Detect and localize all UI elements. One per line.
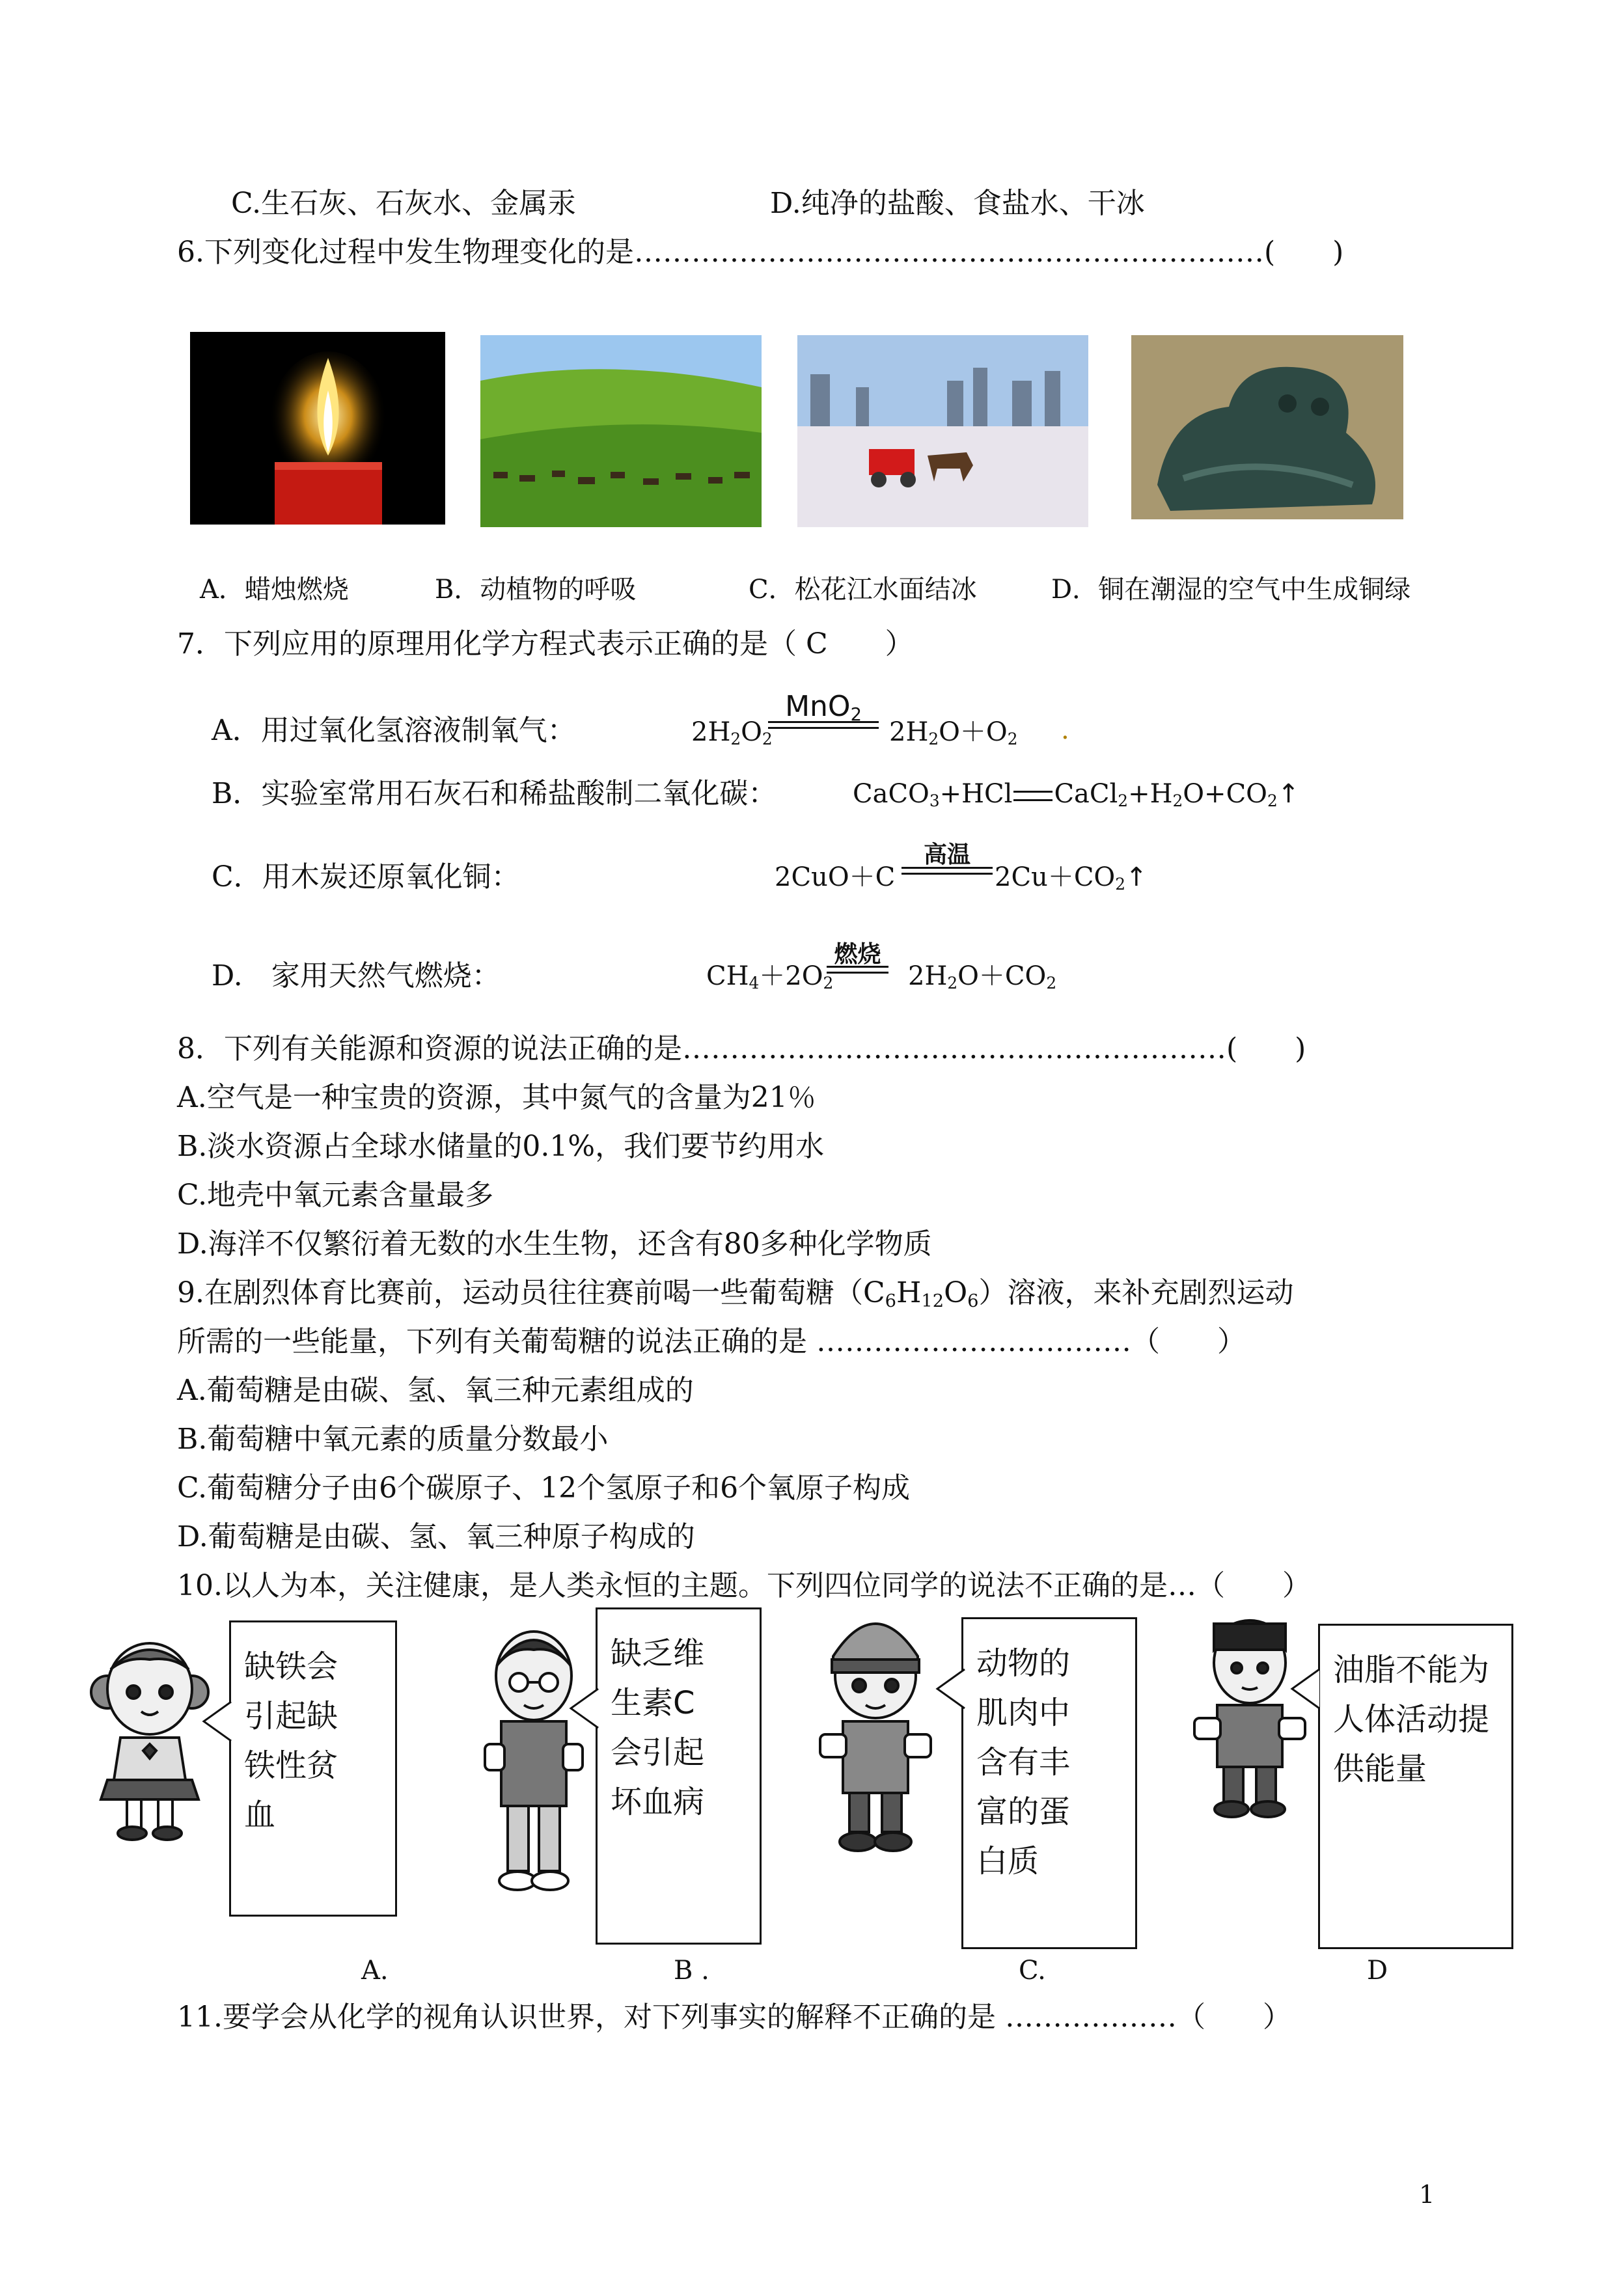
- speech-bubble-d: 油脂不能为 人体活动提 供能量: [1318, 1624, 1513, 1949]
- speech-bubble-c: 动物的 肌肉中 含有丰 富的蛋 白质: [961, 1617, 1137, 1949]
- page-number: 1: [1419, 2180, 1435, 2209]
- speech-pointer-c: [934, 1666, 967, 1712]
- q10-option-a-label: A.: [361, 1956, 389, 1986]
- q7-option-c-rhs: $2Cu+CO_2↑$: [995, 862, 1148, 894]
- boy-hat-cartoon: [814, 1604, 937, 1865]
- girl-cartoon: [81, 1630, 218, 1845]
- q7-option-a-lhs: $2H_2O_2$: [691, 717, 773, 749]
- q7-option-d-label: D. 家用天然气燃烧：: [212, 959, 501, 992]
- q6-stem: 6.下列变化过程中发生物理变化的是…………………………………………………………( ): [177, 236, 1344, 269]
- q9-option-a: A.葡萄糖是由碳、氢、氧三种元素组成的: [177, 1374, 694, 1407]
- q7-option-d-rhs: $2H_2O+CO_2$: [908, 961, 1057, 993]
- q7-option-a-dot: .: [1061, 715, 1069, 745]
- q8-stem: 8．下列有关能源和资源的说法正确的是…………………………………………………( ): [177, 1032, 1306, 1065]
- q10-option-b-label: B .: [674, 1956, 709, 1986]
- bronze-lion-photo: [1131, 335, 1403, 519]
- q8-option-a: A.空气是一种宝贵的资源，其中氮气的含量为21％: [177, 1081, 816, 1114]
- q7-option-b-label: B．实验室常用石灰石和稀盐酸制二氧化碳：: [212, 777, 777, 810]
- q9-option-c: C.葡萄糖分子由6个碳原子、12个氢原子和6个氧原子构成: [177, 1471, 911, 1505]
- q7-option-a-condition: MnO$_2$: [785, 690, 862, 725]
- q7-stem: 7．下列应用的原理用化学方程式表示正确的是（ C ）: [177, 627, 914, 661]
- q8-option-c: C.地壳中氧元素含量最多: [177, 1179, 494, 1212]
- q7-option-a-label: A．用过氧化氢溶液制氧气：: [212, 714, 576, 747]
- q5-option-c: C.生石灰、石灰水、金属汞: [231, 187, 577, 220]
- q9-option-d: D.葡萄糖是由碳、氢、氧三种原子构成的: [177, 1520, 695, 1553]
- q6-option-c: C．松花江水面结冰: [749, 575, 977, 605]
- speech-bubble-b: 缺乏维 生素C 会引起 坏血病: [596, 1607, 762, 1945]
- q9-stem-line1: 9.在剧烈体育比赛前，运动员往往赛前喝一些葡萄糖$(C_6H_{12}O_6)$溶液，来补充剧烈运动: [177, 1276, 1294, 1311]
- q7-option-d-lhs: $CH_4+2O_2$: [706, 961, 834, 993]
- q7-option-a-equals: [768, 721, 879, 729]
- q8-option-b: B.淡水资源占全球水储量的0.1%，我们要节约用水: [177, 1130, 825, 1163]
- q6-option-b: B．动植物的呼吸: [435, 575, 637, 605]
- q7-option-d-equals: [827, 966, 888, 974]
- speech-bubble-a: 缺铁会 引起缺 铁性贫 血: [229, 1620, 397, 1917]
- q7-option-c-label: C．用木炭还原氧化铜：: [212, 860, 520, 894]
- q11-stem: 11.要学会从化学的视角认识世界，对下列事实的解释不正确的是 ………………（ ）: [177, 2001, 1291, 2034]
- q7-option-c-lhs: 2CuO＋C: [775, 862, 896, 892]
- grassland-photo: [480, 335, 762, 527]
- candle-photo: [190, 332, 445, 525]
- boy-vest-cartoon: [1191, 1611, 1308, 1825]
- speech-pointer-a: [200, 1699, 233, 1744]
- q7-option-a-rhs: $2H_2O+O_2$: [889, 717, 1018, 749]
- q7-option-d-condition: 燃烧: [834, 941, 881, 968]
- q9-stem-line2: 所需的一些能量，下列有关葡萄糖的说法正确的是 ……………………………（ ）: [177, 1325, 1246, 1358]
- boy-glasses-cartoon: [478, 1620, 589, 1907]
- q7-option-b-equation: CaCO$_3$+HCl $CaCl_2+H_2O+CO_2↑$: [853, 779, 1300, 811]
- q10-option-c-label: C.: [1019, 1956, 1046, 1986]
- q7-option-c-condition: 高温: [923, 841, 970, 868]
- q8-option-d: D.海洋不仅繁衍着无数的水生生物，还含有80多种化学物质: [177, 1227, 932, 1261]
- q5-option-d: D.纯净的盐酸、食盐水、干冰: [770, 187, 1145, 220]
- q6-option-d: D．铜在潮湿的空气中生成铜绿: [1051, 575, 1411, 605]
- q10-stem: 10.以人为本，关注健康，是人类永恒的主题。下列四位同学的说法不正确的是…（ ）: [177, 1569, 1311, 1602]
- q6-option-a: A．蜡烛燃烧: [200, 575, 349, 605]
- frozen-river-photo: [797, 335, 1088, 527]
- q9-option-b: B.葡萄糖中氧元素的质量分数最小: [177, 1423, 609, 1456]
- speech-pointer-d: [1289, 1666, 1321, 1712]
- q7-option-c-equals: [901, 867, 993, 875]
- q10-option-d-label: D: [1367, 1956, 1388, 1986]
- speech-pointer-b: [568, 1686, 600, 1731]
